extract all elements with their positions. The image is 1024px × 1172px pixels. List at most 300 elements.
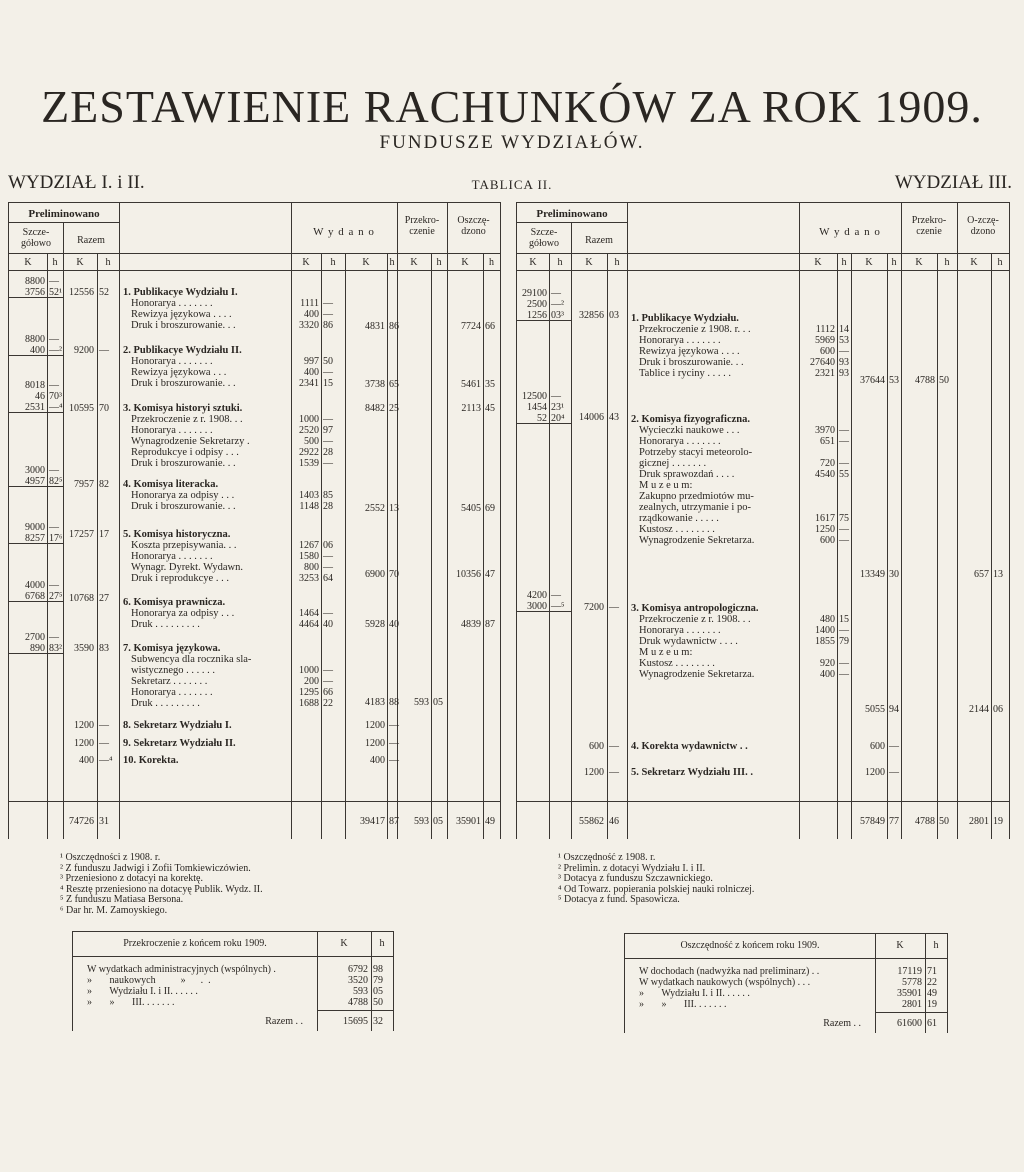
h-unit-label: h bbox=[330, 257, 336, 268]
k-unit-label: K bbox=[24, 257, 32, 268]
total-k: 1200 bbox=[365, 738, 385, 749]
razem-h: 70 bbox=[99, 403, 109, 414]
prelim-k: 2500 bbox=[527, 299, 547, 310]
summary-header: Przekroczenie z końcem roku 1909. bbox=[123, 938, 267, 949]
item-h: — bbox=[839, 436, 849, 447]
razem-h: —⁴ bbox=[99, 755, 113, 766]
section-name: 5. Komisya historyczna. bbox=[123, 529, 231, 540]
item-label: Potrzeby stacyi meteorolo- bbox=[639, 447, 753, 458]
item-label: Druk i broszurowanie. . . bbox=[131, 501, 236, 512]
summary-row-h: 05 bbox=[373, 986, 383, 997]
razem-h: — bbox=[609, 767, 619, 778]
razem-h: 27 bbox=[99, 593, 109, 604]
item-label: Rewizya językowa . . . bbox=[131, 367, 227, 378]
summary-row-label: W wydatkach administracyjnych (wspólnych) . bbox=[87, 964, 276, 975]
left-summary-box bbox=[72, 931, 394, 1031]
item-h: 79 bbox=[839, 636, 849, 647]
column-rule bbox=[321, 253, 322, 839]
item-label: Druk i broszurowanie. . . bbox=[639, 357, 744, 368]
row-rule bbox=[517, 222, 627, 223]
przekro-h: 50 bbox=[939, 375, 949, 386]
row-rule bbox=[9, 270, 500, 271]
grand-razem-h: 46 bbox=[609, 816, 619, 827]
row-rule bbox=[73, 956, 393, 957]
oszcz-k: 7724 bbox=[461, 321, 481, 332]
item-label: Druk . . . . . . . . . bbox=[131, 619, 200, 630]
column-rule bbox=[627, 203, 628, 839]
item-k: 400 bbox=[820, 669, 835, 680]
right-section-header: WYDZIAŁ III. bbox=[894, 172, 1012, 193]
item-k: 2341 bbox=[299, 378, 319, 389]
razem-h: 43 bbox=[609, 412, 619, 423]
item-h: — bbox=[839, 524, 849, 535]
k-unit-label: K bbox=[362, 257, 370, 268]
left-footnotes bbox=[60, 853, 263, 917]
footnote: ³ Przeniesiono z dotacyi na korektę. bbox=[60, 873, 203, 885]
razem-k: 3590 bbox=[74, 643, 94, 654]
column-rule bbox=[957, 203, 958, 839]
grand-przekro-h: 50 bbox=[939, 816, 949, 827]
item-k: 500 bbox=[304, 436, 319, 447]
item-label: Kustosz . . . . . . . . bbox=[639, 524, 715, 535]
prelim-h: 70³ bbox=[49, 391, 62, 402]
summary-row-h: 71 bbox=[927, 966, 937, 977]
prelim-h: — bbox=[551, 391, 561, 402]
item-h: 40 bbox=[323, 619, 333, 630]
item-label: Wynagrodzenie Sekretarzy . bbox=[131, 436, 250, 447]
grand-oszcz-k: 35901 bbox=[456, 816, 481, 827]
k-unit-label: K bbox=[585, 257, 593, 268]
item-k: 400 bbox=[304, 309, 319, 320]
summary-row-h: 22 bbox=[927, 977, 937, 988]
prelim-k: 12500 bbox=[522, 391, 547, 402]
row-rule bbox=[625, 958, 947, 959]
total-k: 400 bbox=[370, 755, 385, 766]
item-k: 4464 bbox=[299, 619, 319, 630]
przekro-h: 05 bbox=[433, 697, 443, 708]
row-rule bbox=[517, 270, 1009, 271]
item-h: 15 bbox=[323, 378, 333, 389]
razem-h: 83 bbox=[99, 643, 109, 654]
section-name: 8. Sekretarz Wydziału I. bbox=[123, 720, 232, 731]
razem-h: 82 bbox=[99, 479, 109, 490]
oszcz-h: 13 bbox=[993, 569, 1003, 580]
h-unit-label: h bbox=[557, 257, 563, 268]
oszcz-k: 5461 bbox=[461, 379, 481, 390]
right-accounts-table bbox=[516, 202, 1010, 839]
page-title: ZESTAWIENIE RACHUNKÓW ZA ROK 1909. bbox=[41, 81, 983, 132]
h-unit-label: h bbox=[997, 257, 1003, 268]
k-unit-label: K bbox=[529, 257, 537, 268]
section-name: 3. Komisya historyi sztuki. bbox=[123, 403, 243, 414]
item-h: 93 bbox=[839, 368, 849, 379]
summary-header: Oszczędność z końcem roku 1909. bbox=[680, 940, 820, 951]
item-h: 86 bbox=[323, 320, 333, 331]
total-h: 40 bbox=[389, 619, 399, 630]
oszcz-h: 06 bbox=[993, 704, 1003, 715]
table-number: TABLICA II. bbox=[471, 177, 553, 192]
footnote: ⁵ Z funduszu Matiasa Bersona. bbox=[60, 894, 184, 906]
razem-k: 7957 bbox=[74, 479, 94, 490]
oszcz-k: 2144 bbox=[969, 704, 989, 715]
item-label: Honorarya . . . . . . . bbox=[131, 298, 213, 309]
column-rule bbox=[925, 934, 926, 1033]
item-h: — bbox=[323, 414, 333, 425]
prelim-k: 4957 bbox=[25, 476, 45, 487]
summary-total-h: 32 bbox=[373, 1016, 383, 1027]
razem-k: 1200 bbox=[584, 767, 604, 778]
grand-oszcz-k: 2801 bbox=[969, 816, 989, 827]
summary-row-label: » naukowych » . . bbox=[87, 975, 211, 986]
razem-k: 400 bbox=[79, 755, 94, 766]
item-h: — bbox=[839, 458, 849, 469]
item-h: — bbox=[323, 665, 333, 676]
h-unit-label: h bbox=[389, 257, 395, 268]
item-k: 480 bbox=[820, 614, 835, 625]
row-rule bbox=[9, 297, 63, 298]
item-k: 1400 bbox=[815, 625, 835, 636]
grand-przekro-k: 593 bbox=[414, 816, 429, 827]
column-rule bbox=[47, 253, 48, 839]
wydano-header: W y d a n o bbox=[819, 226, 881, 238]
total-h: — bbox=[889, 767, 899, 778]
item-label: Rewizya językowa . . . . bbox=[131, 309, 232, 320]
razem-k: 12556 bbox=[69, 287, 94, 298]
row-rule bbox=[9, 355, 63, 356]
summary-total-label: Razem . . bbox=[265, 1016, 303, 1027]
oszcz-h: 66 bbox=[485, 321, 495, 332]
razem-k: 32856 bbox=[579, 310, 604, 321]
item-h: — bbox=[839, 658, 849, 669]
prelim-h: — bbox=[551, 590, 561, 601]
prelim-h: —² bbox=[551, 299, 564, 310]
item-label: Zakupno przedmiotów mu- bbox=[639, 491, 754, 502]
item-k: 1148 bbox=[299, 501, 319, 512]
item-h: — bbox=[839, 535, 849, 546]
prelim-h: 83² bbox=[49, 643, 62, 654]
razem-h: — bbox=[99, 738, 109, 749]
item-h: 28 bbox=[323, 501, 333, 512]
column-rule bbox=[549, 253, 550, 839]
summary-total-k: 61600 bbox=[897, 1018, 922, 1029]
item-h: — bbox=[323, 562, 333, 573]
item-h: 93 bbox=[839, 357, 849, 368]
section-name: 4. Komisya literacka. bbox=[123, 479, 219, 490]
section-name: 3. Komisya antropologiczna. bbox=[631, 603, 759, 614]
right-summary-box bbox=[624, 933, 948, 1033]
prelim-k: 3000 bbox=[25, 465, 45, 476]
section-name: 1. Publikacye Wydziału. bbox=[631, 313, 739, 324]
total-h: — bbox=[389, 755, 399, 766]
prelim-h: 17⁶ bbox=[49, 533, 63, 544]
item-k: 1000 bbox=[299, 665, 319, 676]
total-k: 1200 bbox=[365, 720, 385, 731]
prelim-k: 3756 bbox=[25, 287, 45, 298]
item-label: gicznej . . . . . . . bbox=[639, 458, 707, 469]
column-rule bbox=[887, 253, 888, 839]
prelim-k: 8800 bbox=[25, 334, 45, 345]
item-label: Honorarya . . . . . . . bbox=[639, 625, 721, 636]
column-rule bbox=[901, 203, 902, 839]
prelim-h: — bbox=[49, 580, 59, 591]
item-k: 1112 bbox=[815, 324, 835, 335]
item-h: — bbox=[323, 608, 333, 619]
prelim-k: 1256 bbox=[527, 310, 547, 321]
razem-h: — bbox=[609, 602, 619, 613]
prelim-k: 29100 bbox=[522, 288, 547, 299]
item-h: 64 bbox=[323, 573, 333, 584]
prelim-h: —⁴ bbox=[49, 402, 63, 413]
item-h: 15 bbox=[839, 614, 849, 625]
section-name: 1. Publikacye Wydziału I. bbox=[123, 287, 238, 298]
section-name: 6. Komisya prawnicza. bbox=[123, 597, 226, 608]
item-h: 28 bbox=[323, 447, 333, 458]
left-section-header: WYDZIAŁ I. i II. bbox=[8, 172, 145, 193]
item-k: 400 bbox=[304, 367, 319, 378]
summary-row-label: » » III. . . . . . . bbox=[639, 999, 727, 1010]
h-unit-label: h bbox=[891, 257, 897, 268]
prelim-k: 46 bbox=[35, 391, 45, 402]
prelim-k: 9000 bbox=[25, 522, 45, 533]
item-k: 2922 bbox=[299, 447, 319, 458]
footnote: ⁵ Dotacya z fund. Spasowicza. bbox=[558, 894, 680, 906]
szczegolowo-header: Szcze- gółowo bbox=[529, 227, 559, 249]
razem-k: 600 bbox=[589, 741, 604, 752]
summary-row-h: 50 bbox=[373, 997, 383, 1008]
column-rule bbox=[97, 253, 98, 839]
item-h: 50 bbox=[323, 356, 333, 367]
prelim-k: 6768 bbox=[25, 591, 45, 602]
item-label: Tablice i ryciny . . . . . bbox=[639, 368, 731, 379]
summary-row-label: W wydatkach naukowych (wspólnych) . . . bbox=[639, 977, 811, 988]
item-label: Reprodukcye i odpisy . . . bbox=[131, 447, 239, 458]
razem-header: Razem bbox=[585, 235, 613, 246]
przekro-k: 593 bbox=[414, 697, 429, 708]
razem-h: 03 bbox=[609, 310, 619, 321]
section-name: 7. Komisya językowa. bbox=[123, 643, 221, 654]
item-label: Druk wydawnictw . . . . bbox=[639, 636, 738, 647]
prelim-k: 890 bbox=[30, 643, 45, 654]
preliminowano-header: Preliminowano bbox=[28, 208, 100, 220]
column-rule bbox=[937, 253, 938, 839]
item-k: 1267 bbox=[299, 540, 319, 551]
item-label: Druk i reprodukcye . . . bbox=[131, 573, 229, 584]
prelim-k: 8018 bbox=[25, 380, 45, 391]
item-h: — bbox=[323, 551, 333, 562]
item-k: 2321 bbox=[815, 368, 835, 379]
right-footnotes bbox=[558, 853, 754, 906]
item-k: 1000 bbox=[299, 414, 319, 425]
summary-row-h: 79 bbox=[373, 975, 383, 986]
razem-h: — bbox=[609, 741, 619, 752]
total-h: — bbox=[889, 741, 899, 752]
row-rule bbox=[9, 543, 63, 544]
column-rule bbox=[483, 253, 484, 839]
summary-row-h: 19 bbox=[927, 999, 937, 1010]
razem-h: — bbox=[99, 345, 109, 356]
razem-k: 10595 bbox=[69, 403, 94, 414]
item-h: 14 bbox=[839, 324, 849, 335]
item-label: Honorarya za odpisy . . . bbox=[131, 608, 235, 619]
total-k: 4831 bbox=[365, 321, 385, 332]
footnote: ⁴ Resztę przeniesiono na dotacyę Publik. Wydz. II. bbox=[60, 883, 263, 895]
row-rule bbox=[9, 253, 500, 254]
item-label: Druk sprawozdań . . . . bbox=[639, 469, 735, 480]
razem-k: 10768 bbox=[69, 593, 94, 604]
item-label: rządkowanie . . . . . bbox=[639, 513, 719, 524]
razem-k: 1200 bbox=[74, 738, 94, 749]
footnote: ⁴ Od Towarz. popierania polskiej nauki rolniczej. bbox=[558, 883, 755, 895]
summary-row-h: 49 bbox=[927, 988, 937, 999]
summary-row-k: 6792 bbox=[348, 964, 368, 975]
item-h: — bbox=[323, 436, 333, 447]
item-h: 85 bbox=[323, 490, 333, 501]
grand-oszcz-h: 49 bbox=[485, 816, 495, 827]
footnote: ⁶ Dar hr. M. Zamoyskiego. bbox=[60, 904, 168, 916]
column-rule bbox=[431, 253, 432, 839]
summary-row-k: 3520 bbox=[348, 975, 368, 986]
item-k: 2520 bbox=[299, 425, 319, 436]
summary-row-k: 2801 bbox=[902, 999, 922, 1010]
item-h: 75 bbox=[839, 513, 849, 524]
h-unit-label: h bbox=[105, 257, 111, 268]
prelim-k: 2700 bbox=[25, 632, 45, 643]
k-unit-label: K bbox=[814, 257, 822, 268]
row-rule bbox=[9, 486, 63, 487]
total-h: 65 bbox=[389, 379, 399, 390]
prelim-h: 52¹ bbox=[49, 287, 62, 298]
item-k: 1855 bbox=[815, 636, 835, 647]
summary-row-h: 98 bbox=[373, 964, 383, 975]
item-k: 1580 bbox=[299, 551, 319, 562]
item-label: Kustosz . . . . . . . . bbox=[639, 658, 715, 669]
summary-row-k: 35901 bbox=[897, 988, 922, 999]
item-h: 66 bbox=[323, 687, 333, 698]
item-h: 06 bbox=[323, 540, 333, 551]
grand-razem-h: 31 bbox=[99, 816, 109, 827]
item-label: wistycznego . . . . . . bbox=[131, 665, 215, 676]
item-label: Wynagrodzenie Sekretarza. bbox=[639, 535, 755, 546]
summary-row-k: 17119 bbox=[897, 966, 922, 977]
prelim-k: 8800 bbox=[25, 276, 45, 287]
prelim-k: 4000 bbox=[25, 580, 45, 591]
h-unit-label: h bbox=[489, 257, 494, 268]
przekroczenie-header: Przekro- czenie bbox=[911, 215, 947, 237]
razem-h: 52 bbox=[99, 287, 109, 298]
item-h: — bbox=[323, 458, 333, 469]
total-k: 5928 bbox=[365, 619, 385, 630]
column-rule bbox=[119, 203, 120, 839]
grand-wydano-k: 57849 bbox=[860, 816, 885, 827]
oszczedzono-header: Oszczę- dzono bbox=[457, 215, 490, 237]
k-unit-label: K bbox=[970, 257, 978, 268]
item-h: — bbox=[323, 367, 333, 378]
section-name: 4. Korekta wydawnictw . . bbox=[631, 741, 748, 752]
prelim-h: 20⁴ bbox=[551, 413, 565, 424]
prelim-h: — bbox=[551, 288, 561, 299]
prelim-h: 82⁵ bbox=[49, 476, 63, 487]
item-label: Honorarya . . . . . . . bbox=[131, 425, 213, 436]
total-k: 3738 bbox=[365, 379, 385, 390]
oszcz-h: 69 bbox=[485, 503, 495, 514]
k-unit-label: K bbox=[76, 257, 84, 268]
section-name: 5. Sekretarz Wydziału III. . bbox=[631, 767, 754, 778]
prelim-h: 23¹ bbox=[551, 402, 564, 413]
razem-k: 14006 bbox=[579, 412, 604, 423]
oszcz-h: 47 bbox=[485, 569, 495, 580]
item-label: Druk i broszurowanie. . . bbox=[131, 320, 236, 331]
grand-wydano-h: 87 bbox=[389, 816, 399, 827]
item-k: 997 bbox=[304, 356, 319, 367]
section-name: 9. Sekretarz Wydziału II. bbox=[123, 738, 236, 749]
row-rule bbox=[517, 320, 571, 321]
item-k: 1539 bbox=[299, 458, 319, 469]
item-label: Honorarya za odpisy . . . bbox=[131, 490, 235, 501]
h-unit-label: h bbox=[614, 257, 620, 268]
item-h: — bbox=[323, 309, 333, 320]
total-k: 5055 bbox=[865, 704, 885, 715]
footnote: ² Prelimin. z dotacyi Wydziału I. i II. bbox=[558, 862, 706, 874]
razem-k: 17257 bbox=[69, 529, 94, 540]
row-rule bbox=[9, 801, 500, 802]
oszcz-h: 45 bbox=[485, 403, 495, 414]
item-h: 22 bbox=[323, 698, 333, 709]
column-rule bbox=[447, 203, 448, 839]
k-unit-label: K bbox=[410, 257, 418, 268]
item-label: Przekroczenie z r. 1908. . . bbox=[639, 614, 751, 625]
item-k: 1464 bbox=[299, 608, 319, 619]
prelim-h: —² bbox=[49, 345, 62, 356]
item-h: — bbox=[839, 625, 849, 636]
h-unit-label: h bbox=[933, 940, 939, 951]
oszcz-k: 2113 bbox=[461, 403, 481, 414]
summary-row-k: 5778 bbox=[902, 977, 922, 988]
razem-header: Razem bbox=[77, 235, 105, 246]
item-label: Honorarya . . . . . . . bbox=[639, 335, 721, 346]
item-k: 200 bbox=[304, 676, 319, 687]
column-rule bbox=[387, 253, 388, 839]
preliminowano-header: Preliminowano bbox=[536, 208, 608, 220]
item-label: Koszta przepisywania. . . bbox=[131, 540, 237, 551]
prelim-h: 27⁵ bbox=[49, 591, 63, 602]
column-rule bbox=[837, 253, 838, 839]
column-rule bbox=[607, 253, 608, 839]
footnote: ³ Dotacya z funduszu Szczawnickiego. bbox=[558, 873, 713, 885]
item-k: 800 bbox=[304, 562, 319, 573]
section-name: 10. Korekta. bbox=[123, 755, 179, 766]
page-subtitle: FUNDUSZE WYDZIAŁÓW. bbox=[379, 132, 645, 153]
total-h: 13 bbox=[389, 503, 399, 514]
summary-total-h: 61 bbox=[927, 1018, 937, 1029]
item-k: 1617 bbox=[815, 513, 835, 524]
prelim-h: — bbox=[49, 334, 59, 345]
h-unit-label: h bbox=[379, 938, 385, 949]
szczegolowo-header: Szcze- gółowo bbox=[21, 227, 51, 249]
summary-total-k: 15695 bbox=[343, 1016, 368, 1027]
row-rule bbox=[9, 653, 63, 654]
item-label: Rewizya językowa . . . . bbox=[639, 346, 740, 357]
item-label: Subwencya dla rocznika sla- bbox=[131, 654, 252, 665]
summary-total-label: Razem . . bbox=[823, 1018, 861, 1029]
total-h: 88 bbox=[389, 697, 399, 708]
column-rule bbox=[991, 253, 992, 839]
oszcz-h: 35 bbox=[485, 379, 495, 390]
prelim-h: 03³ bbox=[551, 310, 564, 321]
total-h: 30 bbox=[889, 569, 899, 580]
total-h: 94 bbox=[889, 704, 899, 715]
column-rule bbox=[371, 932, 372, 1031]
row-rule bbox=[9, 601, 63, 602]
